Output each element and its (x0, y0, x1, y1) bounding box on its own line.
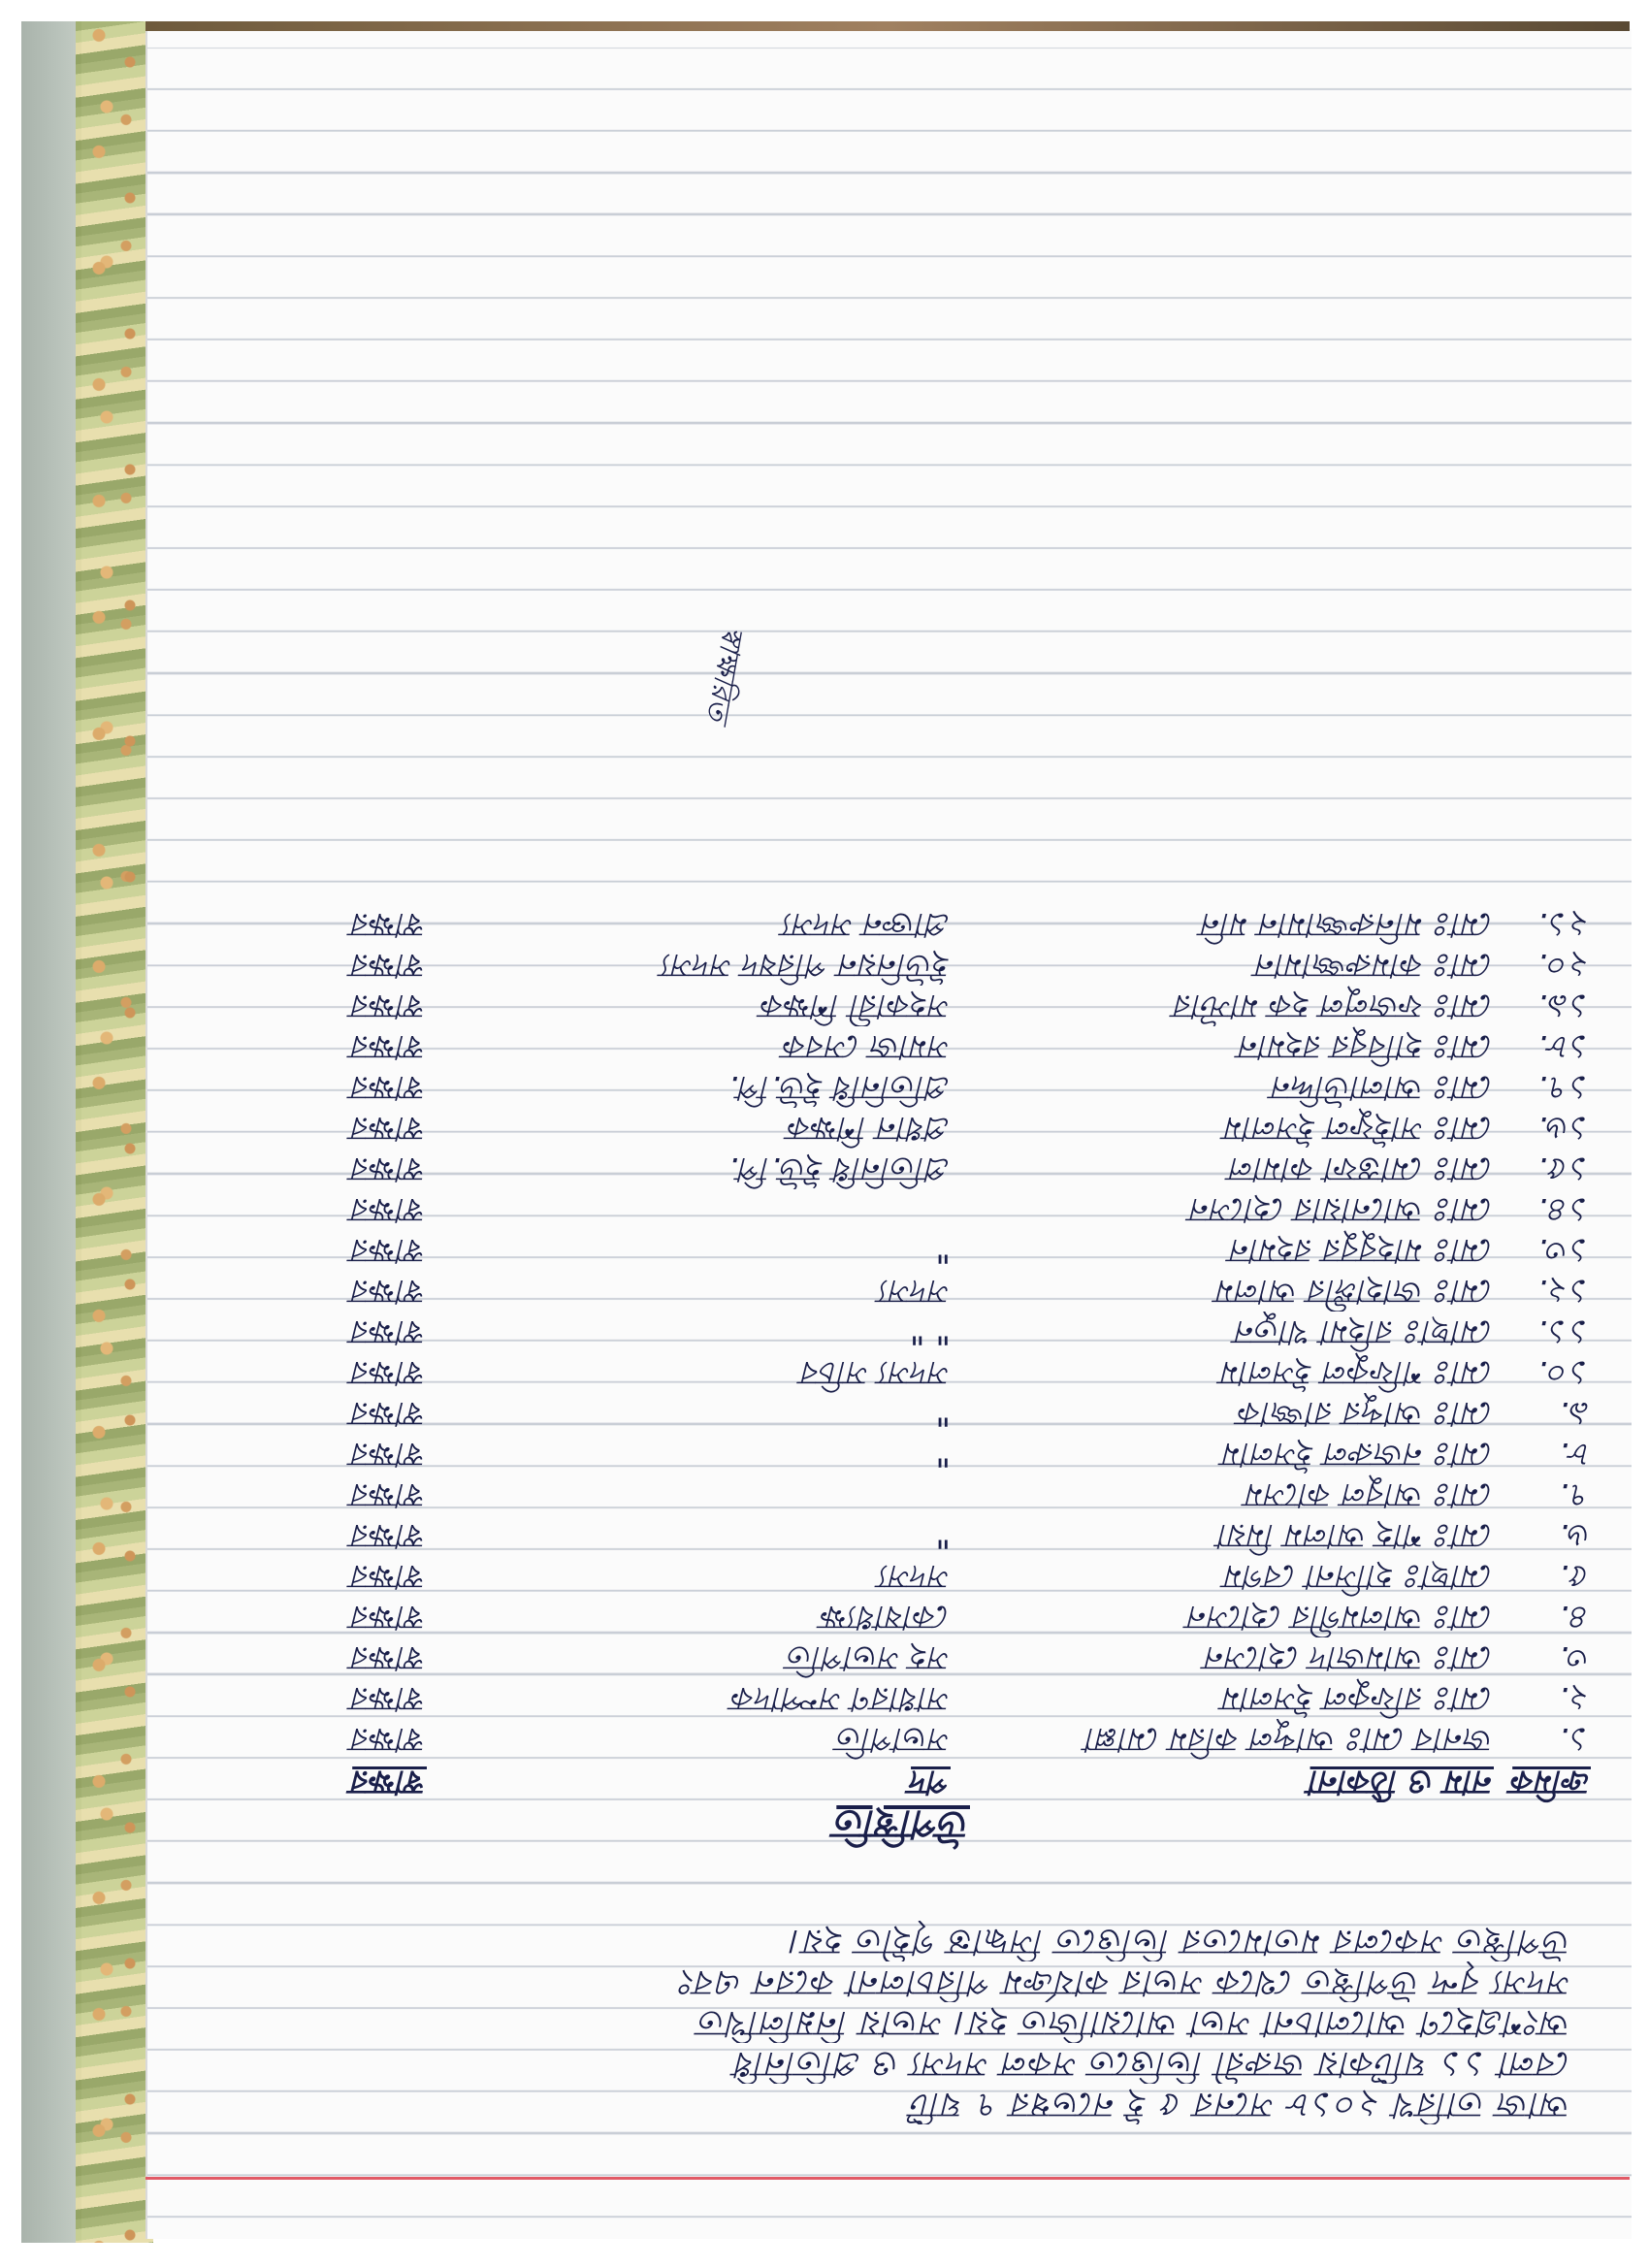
attendance-heading: উপস্থিতি (836, 1801, 970, 1846)
row-signature: স্বাক্ষর (352, 1598, 427, 1636)
scanner-background (21, 21, 81, 2243)
row-signature: স্বাক্ষর (352, 987, 427, 1025)
paper-top-edge (146, 21, 1630, 31)
row-name: মোঃ ফজলুল হক মাস্টার (1175, 987, 1494, 1025)
row-serial: ১৮. (1537, 1027, 1591, 1066)
row-name: মোঃ শফিকুল ইসলাম (1221, 1353, 1494, 1392)
row-name: মোঃ মাহবুবুর রহমান (1230, 1231, 1494, 1270)
row-signature: স্বাক্ষর (352, 1027, 427, 1066)
notebook-cover-edge (76, 21, 153, 2243)
table-row (175, 1312, 1591, 1352)
intro-paragraph (213, 1921, 1571, 2124)
row-post: সাধারণ সম্পাদক (732, 1679, 951, 1718)
row-post: প্রাক্তন সদস্য (783, 905, 951, 944)
row-post: সহ সভাপতি (788, 1638, 951, 1677)
row-signature: স্বাক্ষর (352, 1557, 427, 1596)
row-serial: ১০. (1537, 1353, 1591, 1392)
table-row (175, 1189, 1591, 1230)
paragraph-line: উপস্থিত সকলের মতামতের ভিত্তিতে সিদ্ধান্ত গৃহীত হয়। (790, 1922, 1571, 1961)
row-name: জনাব মোঃ আব্দুল করিম মোল্লা (1086, 1720, 1494, 1759)
row-post: প্রতিনিধি ইউ.পি. (728, 1150, 951, 1188)
row-signature: স্বাক্ষর (352, 1231, 427, 1270)
row-name: মোঃ আলমগীর হোসেন (1188, 1598, 1494, 1636)
table-row (175, 1434, 1591, 1474)
table-row (175, 1393, 1591, 1434)
row-name: মোঃ আলাউদ্দিন (1273, 1068, 1494, 1107)
row-signature: স্বাক্ষর (352, 1516, 427, 1555)
row-signature: স্বাক্ষর (352, 1435, 427, 1474)
row-serial: ১৭. (1537, 1068, 1591, 1107)
handwritten-content-upside-down (165, 320, 1610, 2163)
paragraph-line: আজ তারিখ ২০১৮ সনের ৫ ই নভেম্বর ৭ ঘটি (911, 2085, 1571, 2124)
table-row (175, 1515, 1591, 1556)
row-signature: স্বাক্ষর (352, 1190, 427, 1229)
header-signature: স্বাক্ষর (352, 1763, 427, 1801)
row-name: মোঃ আবুল কাসেম (1246, 1475, 1494, 1514)
table-row (175, 1108, 1591, 1149)
row-serial: ১৩. (1537, 1231, 1591, 1270)
row-signature: স্বাক্ষর (352, 946, 427, 985)
row-signature: স্বাক্ষর (352, 1353, 427, 1392)
table-row (175, 1067, 1591, 1108)
row-post: সভাপতি (838, 1720, 951, 1759)
margin-line (146, 2177, 1630, 2180)
row-post: " (935, 1231, 951, 1270)
table-row (175, 1556, 1591, 1597)
table-row (175, 1149, 1591, 1189)
row-serial: ২০. (1536, 946, 1591, 985)
row-post: " " (909, 1312, 951, 1351)
table-row (175, 1230, 1591, 1271)
row-name: মোঃ রফিকুল ইসলাম (1223, 1679, 1494, 1718)
paragraph-line: অংশগ্রহণে আলোচনা সভা আয়োজিত হয়। সভায় নিম্নলিখিত (698, 2003, 1571, 2043)
row-serial: ৮. (1559, 1435, 1591, 1474)
row-serial: ১. (1559, 1720, 1591, 1759)
row-name: মোঃ হাবিবুর রহমান (1240, 1027, 1494, 1066)
table-header-row (175, 1760, 1591, 1802)
table-row (175, 945, 1591, 986)
row-post: ইউনিয়ন পরিষদ সদস্য (663, 946, 951, 985)
row-signature: স্বাক্ষর (352, 1679, 427, 1718)
row-name: মোঃ মোস্তফা কামাল (1230, 1150, 1494, 1188)
row-signature: স্বাক্ষর (352, 1475, 427, 1514)
row-serial: ১২. (1537, 1272, 1591, 1311)
row-name: মোঃ জাহাঙ্গীর আলম (1216, 1272, 1494, 1311)
row-post: " (935, 1435, 951, 1474)
table-row (175, 1271, 1591, 1312)
table-row (175, 986, 1591, 1026)
row-signature: স্বাক্ষর (352, 1272, 427, 1311)
row-name: মোঃ কামরুজ্জামান (1256, 946, 1494, 985)
row-post: সদস্য সচিব (802, 1353, 951, 1392)
row-post: সমাজ সেবক (784, 1027, 951, 1066)
table-row (175, 1474, 1591, 1515)
table-row (175, 1597, 1591, 1637)
header-serial: ক্রমিক (1512, 1763, 1591, 1801)
paragraph-line: বেলা ১১ ঘটিকায় জরুরী ভিত্তিতে সকল সদস্য ও প্রতিনিধি (734, 2044, 1571, 2084)
row-post: সহকারী শিক্ষক (761, 987, 951, 1025)
paragraph-line: সদস্য বৃন্দ উপস্থিত থেকে সভার কার্যক্রম পরিচালনা করেন এবং (680, 1962, 1571, 2002)
row-signature: স্বাক্ষর (352, 1312, 427, 1351)
table-rows (175, 904, 1591, 1760)
row-signature: স্বাক্ষর (352, 1109, 427, 1148)
row-serial: ৭. (1559, 1475, 1591, 1514)
row-serial: ৫. (1559, 1557, 1591, 1596)
attendance-table (175, 904, 1591, 1802)
row-signature: স্বাক্ষর (352, 1150, 427, 1188)
row-serial: ৪. (1559, 1598, 1591, 1636)
row-name: মোঃ আব্দুর রাজ্জাক (1239, 1394, 1494, 1433)
table-row (175, 1719, 1591, 1760)
table-row (175, 1637, 1591, 1678)
row-name: মোঃ আমজাদ হোসেন (1206, 1638, 1494, 1677)
vertical-scribble: স্বাক্ষরিত (699, 623, 751, 725)
header-name: নাম ও ঠিকানা (1310, 1763, 1494, 1801)
row-serial: ২১. (1537, 905, 1591, 944)
row-signature: স্বাক্ষর (352, 1394, 427, 1433)
table-row (175, 904, 1591, 945)
row-post: সদস্য (880, 1557, 951, 1596)
row-post: প্রতিনিধি ইউ.পি. (728, 1068, 951, 1107)
row-serial: ১৪. (1537, 1190, 1591, 1229)
row-signature: স্বাক্ষর (352, 1638, 427, 1677)
row-post: সদস্য (880, 1272, 951, 1311)
table-row (175, 1678, 1591, 1719)
row-serial: ১৯. (1537, 987, 1591, 1025)
row-post: " (935, 1394, 951, 1433)
row-post: প্রধান শিক্ষক (789, 1109, 951, 1148)
row-signature: স্বাক্ষর (352, 1720, 427, 1759)
row-name: মোঃ আনোয়ার হোসেন (1190, 1190, 1494, 1229)
row-name: মোছাঃ রহিমা খাতুন (1236, 1312, 1494, 1351)
row-serial: ১৫. (1537, 1150, 1591, 1188)
row-post: কোষাধ্যক্ষ (822, 1598, 951, 1636)
row-name: মোঃ নজরুল ইসলাম (1223, 1435, 1494, 1474)
row-serial: ১১. (1537, 1312, 1591, 1351)
row-serial: ১৬. (1537, 1109, 1591, 1148)
row-name: মোঃ মনিরুজ্জামান মনি (1202, 905, 1494, 944)
row-post: " (935, 1516, 951, 1555)
row-signature: স্বাক্ষর (352, 905, 427, 944)
row-serial: ৯. (1559, 1394, 1591, 1433)
table-row (175, 1026, 1591, 1067)
row-name: মোঃ সাইফুল ইসলাম (1225, 1109, 1494, 1148)
header-post: পদ (911, 1763, 951, 1801)
row-serial: ৬. (1559, 1516, 1591, 1555)
row-name: মোঃ শাহ আলম মিয়া (1218, 1516, 1494, 1555)
row-signature: স্বাক্ষর (352, 1068, 427, 1107)
row-serial: ২. (1559, 1679, 1591, 1718)
table-row (175, 1352, 1591, 1393)
row-name: মোছাঃ হাসিনা বেগম (1225, 1557, 1494, 1596)
row-serial: ৩. (1559, 1638, 1591, 1677)
